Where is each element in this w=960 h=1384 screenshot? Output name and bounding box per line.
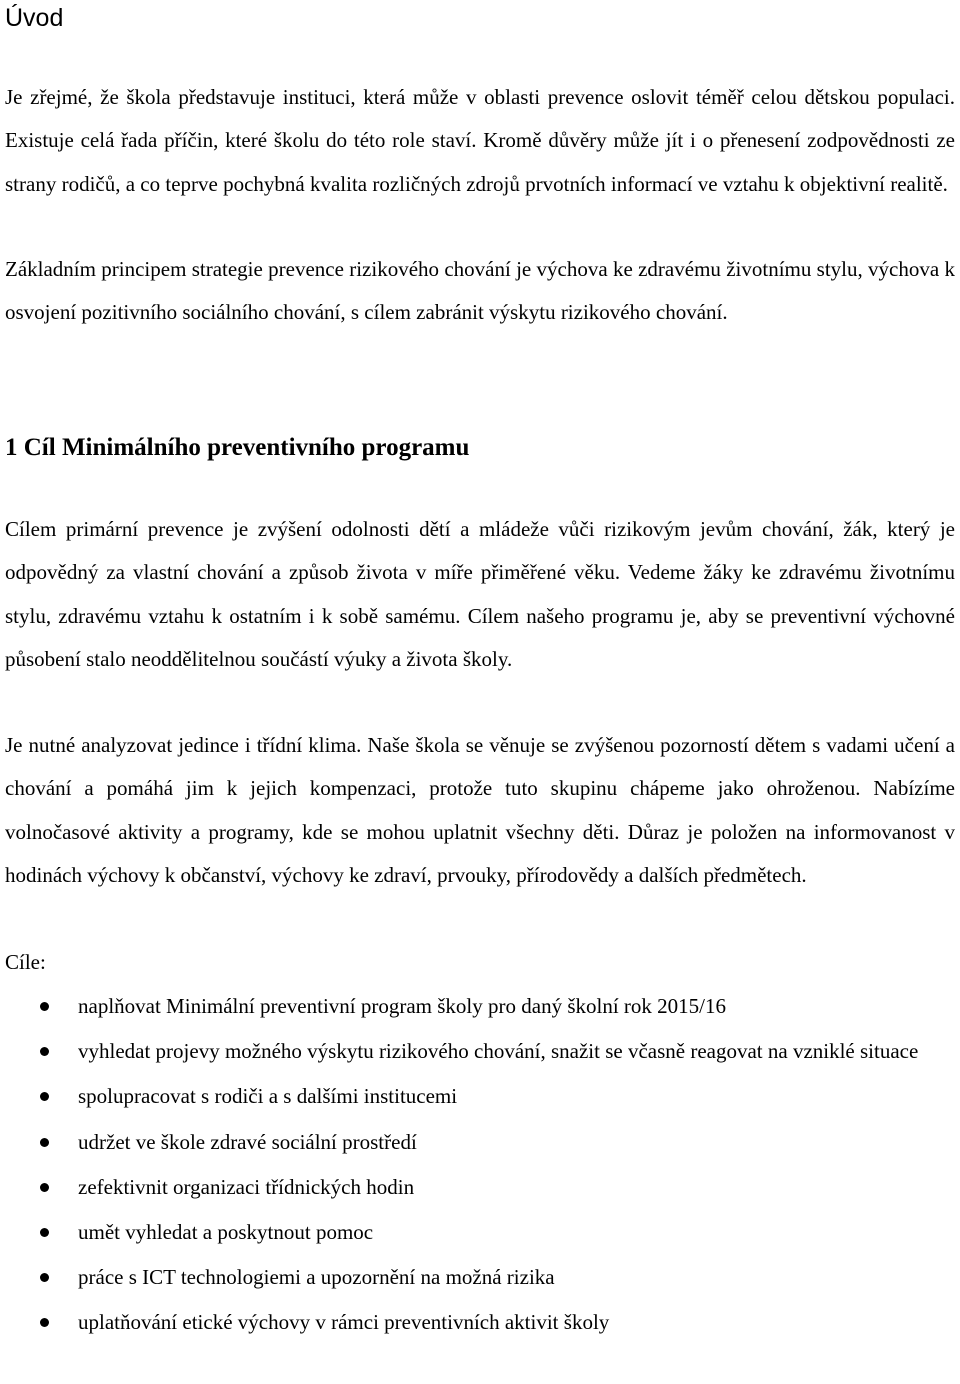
bullet-icon [40,1228,49,1237]
list-item [0,1256,960,1299]
list-item-text: spolupracovat s rodiči a s dalšími institucemi [78,1084,458,1109]
section-paragraph-analysis: Je nutné analyzovat jedince i třídní klima. Naše škola se věnuje se zvýšenou pozorností dětem s vadami učení a chování a pomáhá jim k jejich kompenzaci, protože tuto skupinu chápeme jako ohroženou. Nabízíme volnočasové aktivity a programy, kde se mohou uplatnit všechny děti. Důraz je položen na informovanost v hodinách výchovy k občanství, výchovy ke zdraví, prvouky, přírodovědy a dalších předmětech. [5,733,955,888]
list-item-text: udržet ve škole zdravé sociální prostředí [78,1129,417,1154]
list-item-text: naplňovat Minimální preventivní program školy pro daný školní rok 2015/16 [78,994,726,1018]
list-item [0,1121,960,1164]
list-item-text: zefektivnit organizaci třídnických hodin [78,1174,415,1199]
bullet-icon [40,1273,49,1282]
list-item [0,1301,960,1344]
list-item-text: umět vyhledat a poskytnout pomoc [78,1220,374,1245]
bullet-icon [40,1183,49,1192]
list-item [0,1211,960,1254]
list-item-text: práce s ICT technologiemi a upozornění na možná rizika [78,1265,555,1290]
intro-paragraph-principle: Základním principem strategie prevence rizikového chování je výchova ke zdravému životnímu stylu, výchova k osvojení pozitivního sociálního chování, s cílem zabránit výskytu rizikového chování. [5,257,955,325]
bullet-icon [40,1047,49,1056]
bullet-icon [40,1318,49,1327]
goals-list [0,985,960,1347]
bullet-icon [40,1002,49,1011]
bullet-icon [40,1092,49,1101]
list-item [0,1075,960,1118]
intro-paragraph: Je zřejmé, že škola představuje instituci, která může v oblasti prevence oslovit téměř celou dětskou populaci. Existuje celá řada příčin, které školu do této role staví. Kromě důvěry může jít i o přenesení zodpovědnosti ze strany rodičů, a co teprve pochybná kvalita rozličných zdrojů prvotních informací ve vztahu k objektivní realitě. [5,85,955,196]
bullet-icon [40,1138,49,1147]
page-title: Úvod [5,4,64,32]
list-item [0,1030,960,1073]
section-heading: 1 Cíl Minimálního preventivního programu [5,434,470,461]
list-item [0,985,960,1028]
list-item [0,1166,960,1209]
list-item-text: vyhledat projevy možného výskytu rizikového chování, snažit se včasně reagovat na vzniklé situace [78,1039,919,1064]
goals-label: Cíle: [5,950,46,974]
list-item-text: uplatňování etické výchovy v rámci preventivních aktivit školy [78,1310,610,1335]
section-paragraph-goal: Cílem primární prevence je zvýšení odolnosti dětí a mládeže vůči rizikovým jevům chování, žák, který je odpovědný za vlastní chování a způsob života v míře přiměřené věku. Vedeme žáky ke zdravému životnímu stylu, zdravému vztahu k ostatním i k sobě samému. Cílem našeho programu je, aby se preventivní výchovné působení stalo neoddělitelnou součástí výuky a života školy. [5,517,955,672]
